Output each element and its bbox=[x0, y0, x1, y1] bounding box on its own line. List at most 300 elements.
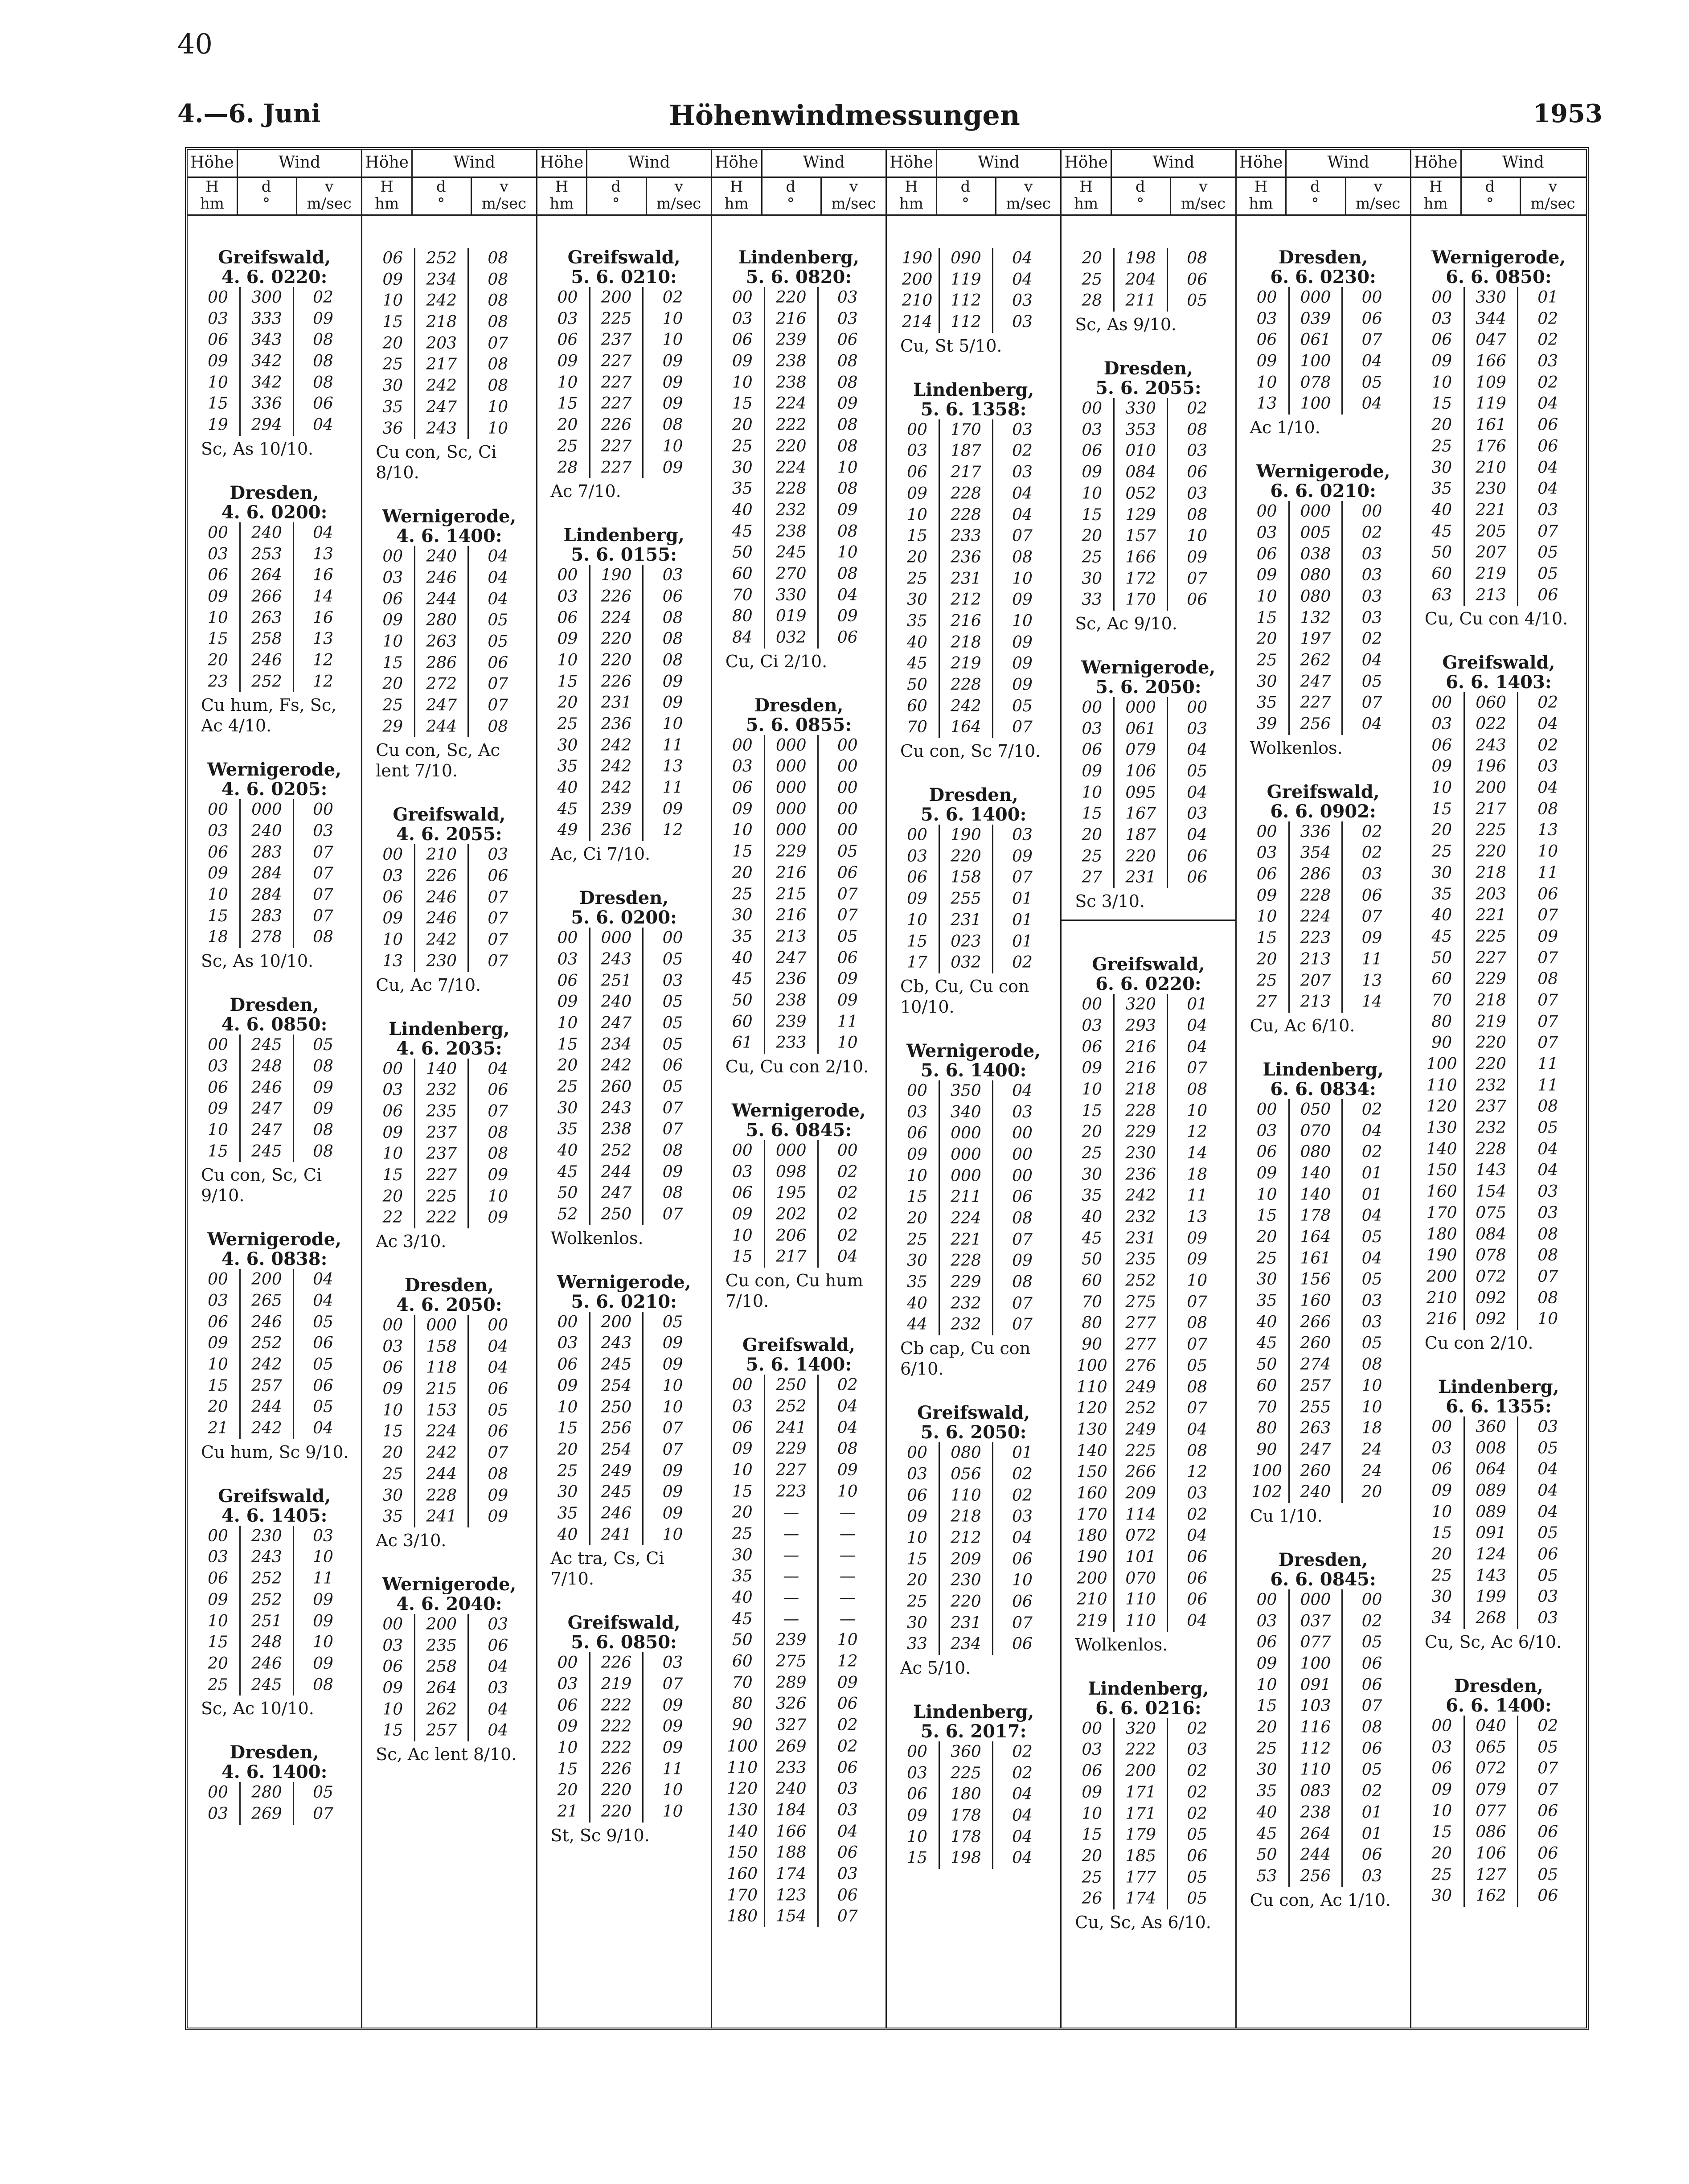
speed-value: 08 bbox=[837, 373, 858, 392]
speed-value: 00 bbox=[837, 821, 858, 840]
speed-value: 03 bbox=[837, 309, 858, 328]
header-unit bbox=[761, 178, 820, 212]
table-row bbox=[371, 908, 527, 929]
speed-value: 03 bbox=[1012, 313, 1033, 332]
direction-value: 228 bbox=[939, 674, 993, 696]
height-value: 23 bbox=[208, 672, 228, 691]
table-row bbox=[1246, 1418, 1401, 1439]
table-row bbox=[546, 1652, 702, 1674]
height-value: 110 bbox=[727, 1758, 758, 1777]
height-value: 25 bbox=[1256, 651, 1277, 669]
height-value: 30 bbox=[1431, 1887, 1452, 1905]
height-value: 03 bbox=[208, 309, 228, 328]
spacer bbox=[896, 1017, 1051, 1041]
header-wind: Wind bbox=[628, 153, 670, 172]
speed-value: 05 bbox=[1537, 1439, 1558, 1457]
direction-value: 252 bbox=[1113, 1398, 1168, 1419]
height-value: 06 bbox=[208, 1569, 228, 1588]
spacer bbox=[896, 356, 1051, 380]
table-row bbox=[1420, 287, 1577, 308]
speed-value: 10 bbox=[837, 543, 858, 562]
speed-value: 04 bbox=[1361, 651, 1382, 669]
height-value: 25 bbox=[907, 1230, 927, 1249]
height-value: 00 bbox=[907, 826, 927, 845]
height-value: 35 bbox=[1431, 885, 1452, 903]
height-value: 06 bbox=[732, 1184, 753, 1203]
station-datetime: 5. 6. 0820: bbox=[746, 267, 852, 287]
direction-value: 269 bbox=[239, 1803, 294, 1825]
height-value: 30 bbox=[382, 377, 403, 395]
station-datetime: 5. 6. 1358: bbox=[920, 398, 1027, 420]
height-value: 53 bbox=[1256, 1867, 1277, 1885]
speed-value: 03 bbox=[1361, 608, 1382, 627]
direction-value: 200 bbox=[239, 1269, 294, 1290]
cloud-note: Cu con, Sc 7/10. bbox=[900, 741, 1041, 761]
direction-value: 089 bbox=[1464, 1480, 1519, 1502]
table-row bbox=[1420, 777, 1577, 799]
height-value: 00 bbox=[557, 1654, 578, 1672]
speed-value: 10 bbox=[662, 309, 683, 328]
table-row bbox=[546, 799, 702, 820]
height-value: 60 bbox=[907, 697, 927, 715]
table-row bbox=[1246, 1632, 1401, 1653]
table-row bbox=[1420, 1245, 1577, 1266]
direction-value: 268 bbox=[1464, 1608, 1519, 1629]
station-name: Dresden, bbox=[929, 784, 1018, 806]
spacer bbox=[546, 864, 702, 888]
height-value: 09 bbox=[557, 630, 578, 649]
height-value: 110 bbox=[1426, 1076, 1457, 1095]
cloud-note: St, Sc 9/10. bbox=[550, 1825, 650, 1845]
speed-value: 04 bbox=[837, 1248, 858, 1266]
height-value: 10 bbox=[208, 373, 228, 392]
table-row bbox=[546, 1801, 702, 1823]
height-value: 03 bbox=[732, 1162, 753, 1181]
table-row bbox=[197, 927, 352, 948]
height-value: 10 bbox=[907, 505, 927, 524]
spacer bbox=[721, 1077, 877, 1101]
direction-value: 140 bbox=[1288, 1184, 1343, 1206]
height-value: 09 bbox=[208, 1590, 228, 1609]
direction-value: 243 bbox=[589, 1333, 644, 1354]
table-row bbox=[197, 565, 352, 586]
direction-value: 225 bbox=[589, 308, 644, 330]
direction-value: 226 bbox=[589, 671, 644, 693]
table-row bbox=[1420, 1117, 1577, 1139]
height-value: 20 bbox=[1082, 826, 1103, 845]
table-row bbox=[1420, 563, 1577, 585]
station-datetime: 4. 6. 2055: bbox=[396, 824, 502, 845]
unit-label: ° bbox=[787, 195, 795, 213]
spacer bbox=[546, 1248, 702, 1273]
table-row bbox=[1246, 1482, 1401, 1503]
direction-value: 251 bbox=[589, 970, 644, 992]
height-value: 10 bbox=[1256, 587, 1277, 606]
station-datetime: 6. 6. 0850: bbox=[1446, 267, 1552, 287]
direction-value: 106 bbox=[1464, 1843, 1519, 1864]
column-body bbox=[188, 248, 361, 1825]
speed-value: 06 bbox=[313, 394, 333, 413]
header-unit bbox=[1285, 178, 1345, 212]
direction-value: 212 bbox=[939, 589, 993, 611]
station-name: Wernigerode, bbox=[382, 506, 517, 527]
speed-value: 10 bbox=[488, 419, 508, 438]
station-name: Wernigerode, bbox=[731, 1100, 866, 1121]
direction-value: 232 bbox=[1113, 1207, 1168, 1228]
table-row bbox=[1070, 782, 1226, 804]
table-row bbox=[721, 1182, 877, 1204]
table-row bbox=[197, 1120, 352, 1141]
table-row bbox=[546, 1418, 702, 1439]
cloud-note: Sc, As 10/10. bbox=[201, 439, 314, 459]
cloud-note: Ac 5/10. bbox=[900, 1658, 971, 1678]
table-row bbox=[1420, 1544, 1577, 1565]
speed-value: — bbox=[839, 1567, 856, 1586]
table-row bbox=[546, 1034, 702, 1055]
height-value: 90 bbox=[732, 1716, 753, 1735]
direction-value: 264 bbox=[414, 1678, 469, 1699]
height-value: 00 bbox=[208, 1527, 228, 1545]
speed-value: 06 bbox=[662, 1056, 683, 1075]
direction-value: 294 bbox=[239, 415, 294, 436]
direction-value: 174 bbox=[764, 1864, 819, 1885]
height-value: 27 bbox=[1082, 868, 1103, 887]
header-unit bbox=[936, 178, 995, 212]
height-value: 15 bbox=[382, 313, 403, 332]
speed-value: 08 bbox=[313, 1675, 333, 1694]
speed-value: 05 bbox=[837, 842, 858, 861]
direction-value: 072 bbox=[1464, 1266, 1519, 1288]
direction-value: 269 bbox=[764, 1736, 819, 1757]
speed-value: — bbox=[839, 1524, 856, 1543]
speed-value: 01 bbox=[1012, 932, 1033, 951]
height-value: 06 bbox=[1256, 1633, 1277, 1652]
speed-value: 02 bbox=[837, 1737, 858, 1756]
table-row bbox=[371, 354, 527, 375]
table-row bbox=[546, 777, 702, 799]
table-row bbox=[721, 777, 877, 799]
direction-value: 222 bbox=[589, 1716, 644, 1737]
direction-value: 000 bbox=[939, 1144, 993, 1166]
direction-value: 177 bbox=[1113, 1867, 1168, 1888]
speed-value: 05 bbox=[837, 927, 858, 946]
height-value: 10 bbox=[1256, 373, 1277, 392]
table-row bbox=[1246, 949, 1401, 970]
height-value: 03 bbox=[1256, 1612, 1277, 1630]
direction-value: 242 bbox=[239, 1418, 294, 1439]
station-name: Dresden, bbox=[1103, 358, 1193, 379]
table-row bbox=[1070, 1803, 1226, 1825]
direction-value: 000 bbox=[1113, 697, 1168, 718]
speed-value: 07 bbox=[1012, 527, 1033, 546]
direction-value: — bbox=[764, 1566, 819, 1587]
station-name: Greifswald, bbox=[393, 804, 506, 825]
table-row bbox=[1070, 1058, 1226, 1079]
height-value: 00 bbox=[732, 288, 753, 307]
direction-value: 224 bbox=[939, 1208, 993, 1229]
speed-value: 02 bbox=[1361, 1100, 1382, 1119]
direction-value: 247 bbox=[1288, 671, 1343, 693]
spacer bbox=[371, 1252, 527, 1276]
direction-value: 206 bbox=[764, 1225, 819, 1247]
height-value: 33 bbox=[907, 1635, 927, 1654]
header-unit bbox=[1170, 178, 1236, 212]
speed-value: 03 bbox=[1361, 1867, 1382, 1885]
direction-value: 200 bbox=[1113, 1761, 1168, 1782]
station-datetime: 4. 6. 0838: bbox=[221, 1248, 328, 1270]
height-value: 50 bbox=[1431, 948, 1452, 967]
direction-value: 277 bbox=[1113, 1334, 1168, 1355]
direction-value: 022 bbox=[1464, 714, 1519, 735]
direction-value: 218 bbox=[939, 632, 993, 653]
speed-value: 02 bbox=[1012, 1465, 1033, 1483]
speed-value: 03 bbox=[1537, 1417, 1558, 1436]
height-value: 15 bbox=[1082, 1826, 1103, 1844]
height-value: 170 bbox=[1076, 1505, 1107, 1524]
table-row bbox=[896, 674, 1051, 696]
direction-value: 092 bbox=[1464, 1288, 1519, 1309]
direction-value: 179 bbox=[1113, 1824, 1168, 1846]
speed-value: 07 bbox=[1361, 1697, 1382, 1716]
speed-value: 02 bbox=[1537, 1716, 1558, 1735]
speed-value: 09 bbox=[662, 672, 683, 691]
height-value: 30 bbox=[1082, 1165, 1103, 1184]
table-row bbox=[546, 1375, 702, 1397]
header-units-row bbox=[1237, 177, 1410, 216]
speed-value: 02 bbox=[1361, 1782, 1382, 1801]
table-row bbox=[1420, 436, 1577, 457]
height-value: 45 bbox=[732, 1609, 753, 1628]
height-value: 15 bbox=[382, 1422, 403, 1441]
height-value: 10 bbox=[208, 886, 228, 904]
direction-value: 240 bbox=[414, 546, 469, 567]
height-value: 10 bbox=[1082, 783, 1103, 802]
direction-value: 204 bbox=[1113, 269, 1168, 291]
direction-value: 252 bbox=[1113, 1270, 1168, 1292]
height-value: 130 bbox=[727, 1801, 758, 1819]
speed-value: 03 bbox=[313, 1527, 333, 1545]
station-datetime: 6. 6. 0230: bbox=[1270, 267, 1376, 287]
direction-value: 157 bbox=[1113, 525, 1168, 547]
speed-value: 09 bbox=[488, 1166, 508, 1184]
height-value: 40 bbox=[732, 948, 753, 967]
speed-value: 03 bbox=[1012, 463, 1033, 482]
table-row bbox=[197, 863, 352, 884]
table-row bbox=[546, 372, 702, 394]
height-value: 25 bbox=[1256, 1249, 1277, 1268]
speed-value: 09 bbox=[662, 1739, 683, 1757]
direction-value: 123 bbox=[764, 1885, 819, 1906]
direction-value: 198 bbox=[1113, 248, 1168, 269]
unit-label: m/sec bbox=[307, 195, 352, 213]
speed-value: 06 bbox=[488, 1422, 508, 1441]
table-row bbox=[1246, 1589, 1401, 1611]
table-row bbox=[371, 695, 527, 716]
height-value: 09 bbox=[1256, 1164, 1277, 1182]
height-value: 00 bbox=[732, 1376, 753, 1395]
speed-value: 06 bbox=[837, 331, 858, 349]
table-row bbox=[721, 884, 877, 905]
speed-value: 06 bbox=[1187, 1569, 1208, 1588]
header-units-row bbox=[887, 177, 1060, 216]
table-row bbox=[721, 521, 877, 542]
direction-value: 222 bbox=[764, 415, 819, 436]
height-value: 28 bbox=[1082, 291, 1103, 310]
speed-value: 00 bbox=[1361, 502, 1382, 521]
table-row bbox=[197, 1141, 352, 1162]
table-row bbox=[197, 1354, 352, 1375]
height-value: 25 bbox=[732, 1524, 753, 1543]
height-value: 06 bbox=[732, 1418, 753, 1437]
spacer bbox=[1420, 629, 1577, 653]
speed-value: 02 bbox=[662, 288, 683, 307]
height-value: 06 bbox=[1082, 1038, 1103, 1056]
table-row bbox=[1070, 1228, 1226, 1249]
height-value: 06 bbox=[1431, 736, 1452, 755]
table-row bbox=[1246, 351, 1401, 372]
speed-value: 04 bbox=[1187, 1016, 1208, 1035]
height-value: 160 bbox=[1426, 1182, 1457, 1201]
header-hoehe: Höhe bbox=[1064, 153, 1108, 172]
direction-value: 077 bbox=[1464, 1801, 1519, 1822]
table-row bbox=[1246, 885, 1401, 907]
height-value: 120 bbox=[1076, 1399, 1107, 1418]
direction-value: 211 bbox=[1113, 290, 1168, 312]
table-row bbox=[546, 415, 702, 436]
direction-value: 140 bbox=[1288, 1163, 1343, 1184]
table-row bbox=[1420, 521, 1577, 542]
height-value: 80 bbox=[1431, 1012, 1452, 1031]
height-value: 10 bbox=[382, 1700, 403, 1719]
table-row bbox=[546, 756, 702, 777]
table-row bbox=[546, 1204, 702, 1225]
height-value: 20 bbox=[382, 675, 403, 694]
speed-value: 05 bbox=[1537, 1524, 1558, 1543]
speed-value: 07 bbox=[488, 888, 508, 907]
spacer bbox=[197, 459, 352, 483]
table-row bbox=[1070, 1207, 1226, 1228]
speed-value: 10 bbox=[837, 1482, 858, 1501]
height-value: 06 bbox=[382, 888, 403, 907]
direction-value: 227 bbox=[1464, 948, 1519, 969]
table-row bbox=[371, 1207, 527, 1228]
table-row bbox=[1246, 1802, 1401, 1823]
speed-value: 06 bbox=[837, 948, 858, 967]
table-row bbox=[721, 990, 877, 1011]
direction-value: 240 bbox=[239, 821, 294, 842]
speed-value: 06 bbox=[1187, 270, 1208, 289]
direction-value: 100 bbox=[1288, 351, 1343, 372]
station-name: Dresden, bbox=[579, 887, 669, 909]
direction-value: 232 bbox=[414, 1080, 469, 1101]
height-value: 15 bbox=[907, 1849, 927, 1868]
direction-value: 118 bbox=[414, 1357, 469, 1379]
speed-value: 07 bbox=[488, 675, 508, 694]
speed-value: 04 bbox=[1361, 715, 1382, 733]
cloud-note: Sc, As 10/10. bbox=[201, 951, 314, 971]
direction-value: 227 bbox=[589, 457, 644, 479]
direction-value: 251 bbox=[239, 1611, 294, 1632]
speed-value: 09 bbox=[313, 1100, 333, 1118]
unit-symbol: d bbox=[1310, 178, 1320, 196]
height-value: 15 bbox=[907, 527, 927, 546]
direction-value: 256 bbox=[1288, 1866, 1343, 1887]
height-value: 10 bbox=[1082, 484, 1103, 503]
height-value: 00 bbox=[208, 288, 228, 307]
spacer bbox=[896, 1678, 1051, 1702]
table-row bbox=[197, 1632, 352, 1653]
height-value: 00 bbox=[1256, 502, 1277, 521]
direction-value: 220 bbox=[939, 1591, 993, 1613]
direction-value: 243 bbox=[239, 1547, 294, 1568]
table-row bbox=[721, 1715, 877, 1736]
speed-value: 14 bbox=[313, 587, 333, 606]
spacer bbox=[1246, 438, 1401, 462]
table-row bbox=[896, 1805, 1051, 1827]
table-row bbox=[1070, 1782, 1226, 1803]
height-value: 70 bbox=[732, 586, 753, 604]
table-row bbox=[371, 1720, 527, 1741]
direction-value: 158 bbox=[939, 867, 993, 888]
table-row bbox=[896, 1186, 1051, 1208]
direction-value: 188 bbox=[764, 1842, 819, 1864]
table-row bbox=[371, 418, 527, 439]
direction-value: 263 bbox=[239, 608, 294, 629]
direction-value: 174 bbox=[1113, 1888, 1168, 1909]
table-row bbox=[1420, 1181, 1577, 1203]
speed-value: 02 bbox=[1537, 309, 1558, 328]
table-row bbox=[896, 1464, 1051, 1485]
direction-value: 244 bbox=[1288, 1844, 1343, 1866]
speed-value: 00 bbox=[837, 1141, 858, 1160]
speed-value: 07 bbox=[837, 1907, 858, 1926]
speed-value: 02 bbox=[837, 1376, 858, 1395]
speed-value: 08 bbox=[1187, 1314, 1208, 1333]
table-row bbox=[197, 608, 352, 629]
speed-value: 05 bbox=[1361, 1334, 1382, 1353]
direction-value: 100 bbox=[1288, 1653, 1343, 1675]
height-value: 44 bbox=[907, 1315, 927, 1334]
height-value: 30 bbox=[732, 1546, 753, 1564]
table-row bbox=[1420, 1032, 1577, 1054]
height-value: 40 bbox=[732, 1589, 753, 1607]
header-units-row bbox=[188, 177, 361, 216]
direction-value: 293 bbox=[1113, 1015, 1168, 1037]
speed-value: 04 bbox=[1537, 1161, 1558, 1180]
height-value: 06 bbox=[557, 608, 578, 627]
speed-value: 03 bbox=[1012, 291, 1033, 310]
table-row bbox=[896, 1144, 1051, 1166]
height-value: 09 bbox=[382, 909, 403, 928]
direction-value: 258 bbox=[239, 628, 294, 650]
height-value: 170 bbox=[727, 1886, 758, 1905]
height-value: 61 bbox=[732, 1034, 753, 1052]
table-row bbox=[1246, 928, 1401, 949]
speed-value: 02 bbox=[837, 1716, 858, 1735]
speed-value: 02 bbox=[1012, 1743, 1033, 1761]
cloud-note: Sc, Ac 10/10. bbox=[201, 1699, 314, 1719]
direction-value: 252 bbox=[239, 671, 294, 693]
height-value: 15 bbox=[1431, 1524, 1452, 1543]
speed-value: 04 bbox=[1537, 458, 1558, 477]
direction-value: 238 bbox=[764, 372, 819, 394]
speed-value: 08 bbox=[1187, 1441, 1208, 1460]
height-value: 150 bbox=[1076, 1463, 1107, 1482]
direction-value: 225 bbox=[939, 1763, 993, 1784]
speed-value: 04 bbox=[1537, 1460, 1558, 1479]
speed-value: 10 bbox=[662, 715, 683, 733]
direction-value: 212 bbox=[939, 1527, 993, 1549]
